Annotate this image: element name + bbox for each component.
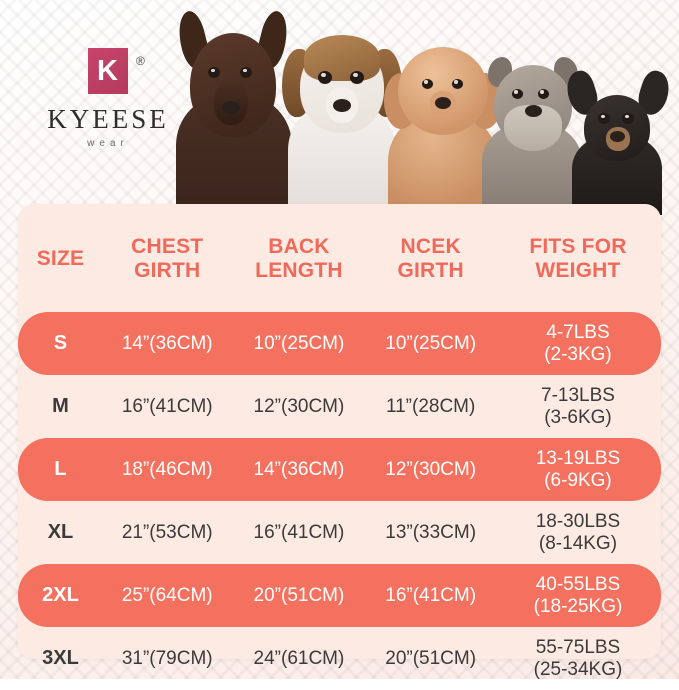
cell-weight <box>495 438 661 501</box>
cell-size: 3XL <box>42 647 79 670</box>
cell-neck: 13”(33CM) <box>385 521 477 543</box>
cell-size: M <box>52 395 69 418</box>
cell-weight-lbs: 4-7LBS <box>546 321 610 343</box>
cell-chest: 31”(79CM) <box>121 647 213 669</box>
column-header-chest-line2: GIRTH <box>134 259 201 282</box>
table-header <box>18 204 661 312</box>
cell-weight-lbs: 7-13LBS <box>541 384 615 406</box>
cell-weight-lbs: 13-19LBS <box>535 447 621 469</box>
table-row <box>18 312 661 375</box>
column-header-chest-line1: CHEST <box>131 235 204 259</box>
column-header-neck-line2: GIRTH <box>397 259 464 282</box>
table-row <box>18 501 661 564</box>
column-header-back-line2: LENGTH <box>255 259 343 282</box>
column-header-weight-line1: FITS FOR <box>529 235 627 259</box>
cell-back: 14”(36CM) <box>232 438 367 501</box>
cell-weight-kg: (3-6KG) <box>544 406 612 428</box>
cell-chest: 14”(36CM) <box>103 312 232 375</box>
cell-weight-kg: (8-14KG) <box>538 532 618 554</box>
cell-neck: 16”(41CM) <box>366 564 495 627</box>
cell-back: 20”(51CM) <box>232 564 367 627</box>
cell-chest: 21”(53CM) <box>121 521 213 543</box>
column-header-back-line1: BACK <box>268 235 330 259</box>
cell-size: XL <box>47 521 74 544</box>
cell-weight <box>495 312 661 375</box>
table-row <box>18 564 661 627</box>
dog-chihuahua <box>566 79 670 215</box>
size-chart-table <box>18 204 661 690</box>
cell-weight <box>495 564 661 627</box>
cell-weight-lbs: 40-55LBS <box>535 573 621 595</box>
cell-neck: 11”(28CM) <box>385 395 476 417</box>
cell-size: 2XL <box>18 564 103 627</box>
cell-weight <box>495 627 661 690</box>
cell-back: 16”(41CM) <box>253 521 345 543</box>
registered-trademark-icon: ® <box>136 54 145 68</box>
cell-weight <box>495 501 661 564</box>
column-header-fits-for-weight <box>495 204 661 312</box>
brand-logo <box>18 48 198 149</box>
cell-neck: 10”(25CM) <box>366 312 495 375</box>
brand-subtitle: wear <box>87 138 129 149</box>
cell-chest: 25”(64CM) <box>103 564 232 627</box>
cell-weight-kg: (25-34KG) <box>533 658 623 680</box>
table-row <box>18 438 661 501</box>
brand-name: KYEESE <box>47 104 169 134</box>
cell-size: L <box>18 438 103 501</box>
column-header-back-length <box>232 204 367 312</box>
brand-mark-letter: K <box>88 48 128 94</box>
table-row <box>18 375 661 438</box>
cell-weight-kg: (6-9KG) <box>544 469 612 491</box>
cell-chest: 16”(41CM) <box>121 395 213 417</box>
cell-weight-kg: (18-25KG) <box>533 595 623 617</box>
column-header-weight-line2: WEIGHT <box>535 259 621 282</box>
column-header-neck-line1: NCEK <box>400 235 461 259</box>
table-body <box>18 312 661 690</box>
cell-weight <box>495 375 661 438</box>
table-row <box>18 627 661 690</box>
cell-neck: 12”(30CM) <box>366 438 495 501</box>
column-header-neck-girth <box>366 204 495 312</box>
cell-chest: 18”(46CM) <box>103 438 232 501</box>
cell-neck: 20”(51CM) <box>385 647 477 669</box>
header-row <box>18 204 661 312</box>
column-header-chest-girth <box>103 204 232 312</box>
cell-weight-lbs: 55-75LBS <box>535 636 621 658</box>
cell-weight-kg: (2-3KG) <box>544 343 612 365</box>
cell-back: 12”(30CM) <box>253 395 345 417</box>
cell-weight-lbs: 18-30LBS <box>535 510 621 532</box>
size-chart-card <box>18 204 661 680</box>
column-header-size: SIZE <box>36 247 85 271</box>
cell-back: 10”(25CM) <box>232 312 367 375</box>
cell-back: 24”(61CM) <box>253 647 345 669</box>
cell-size: S <box>18 312 103 375</box>
